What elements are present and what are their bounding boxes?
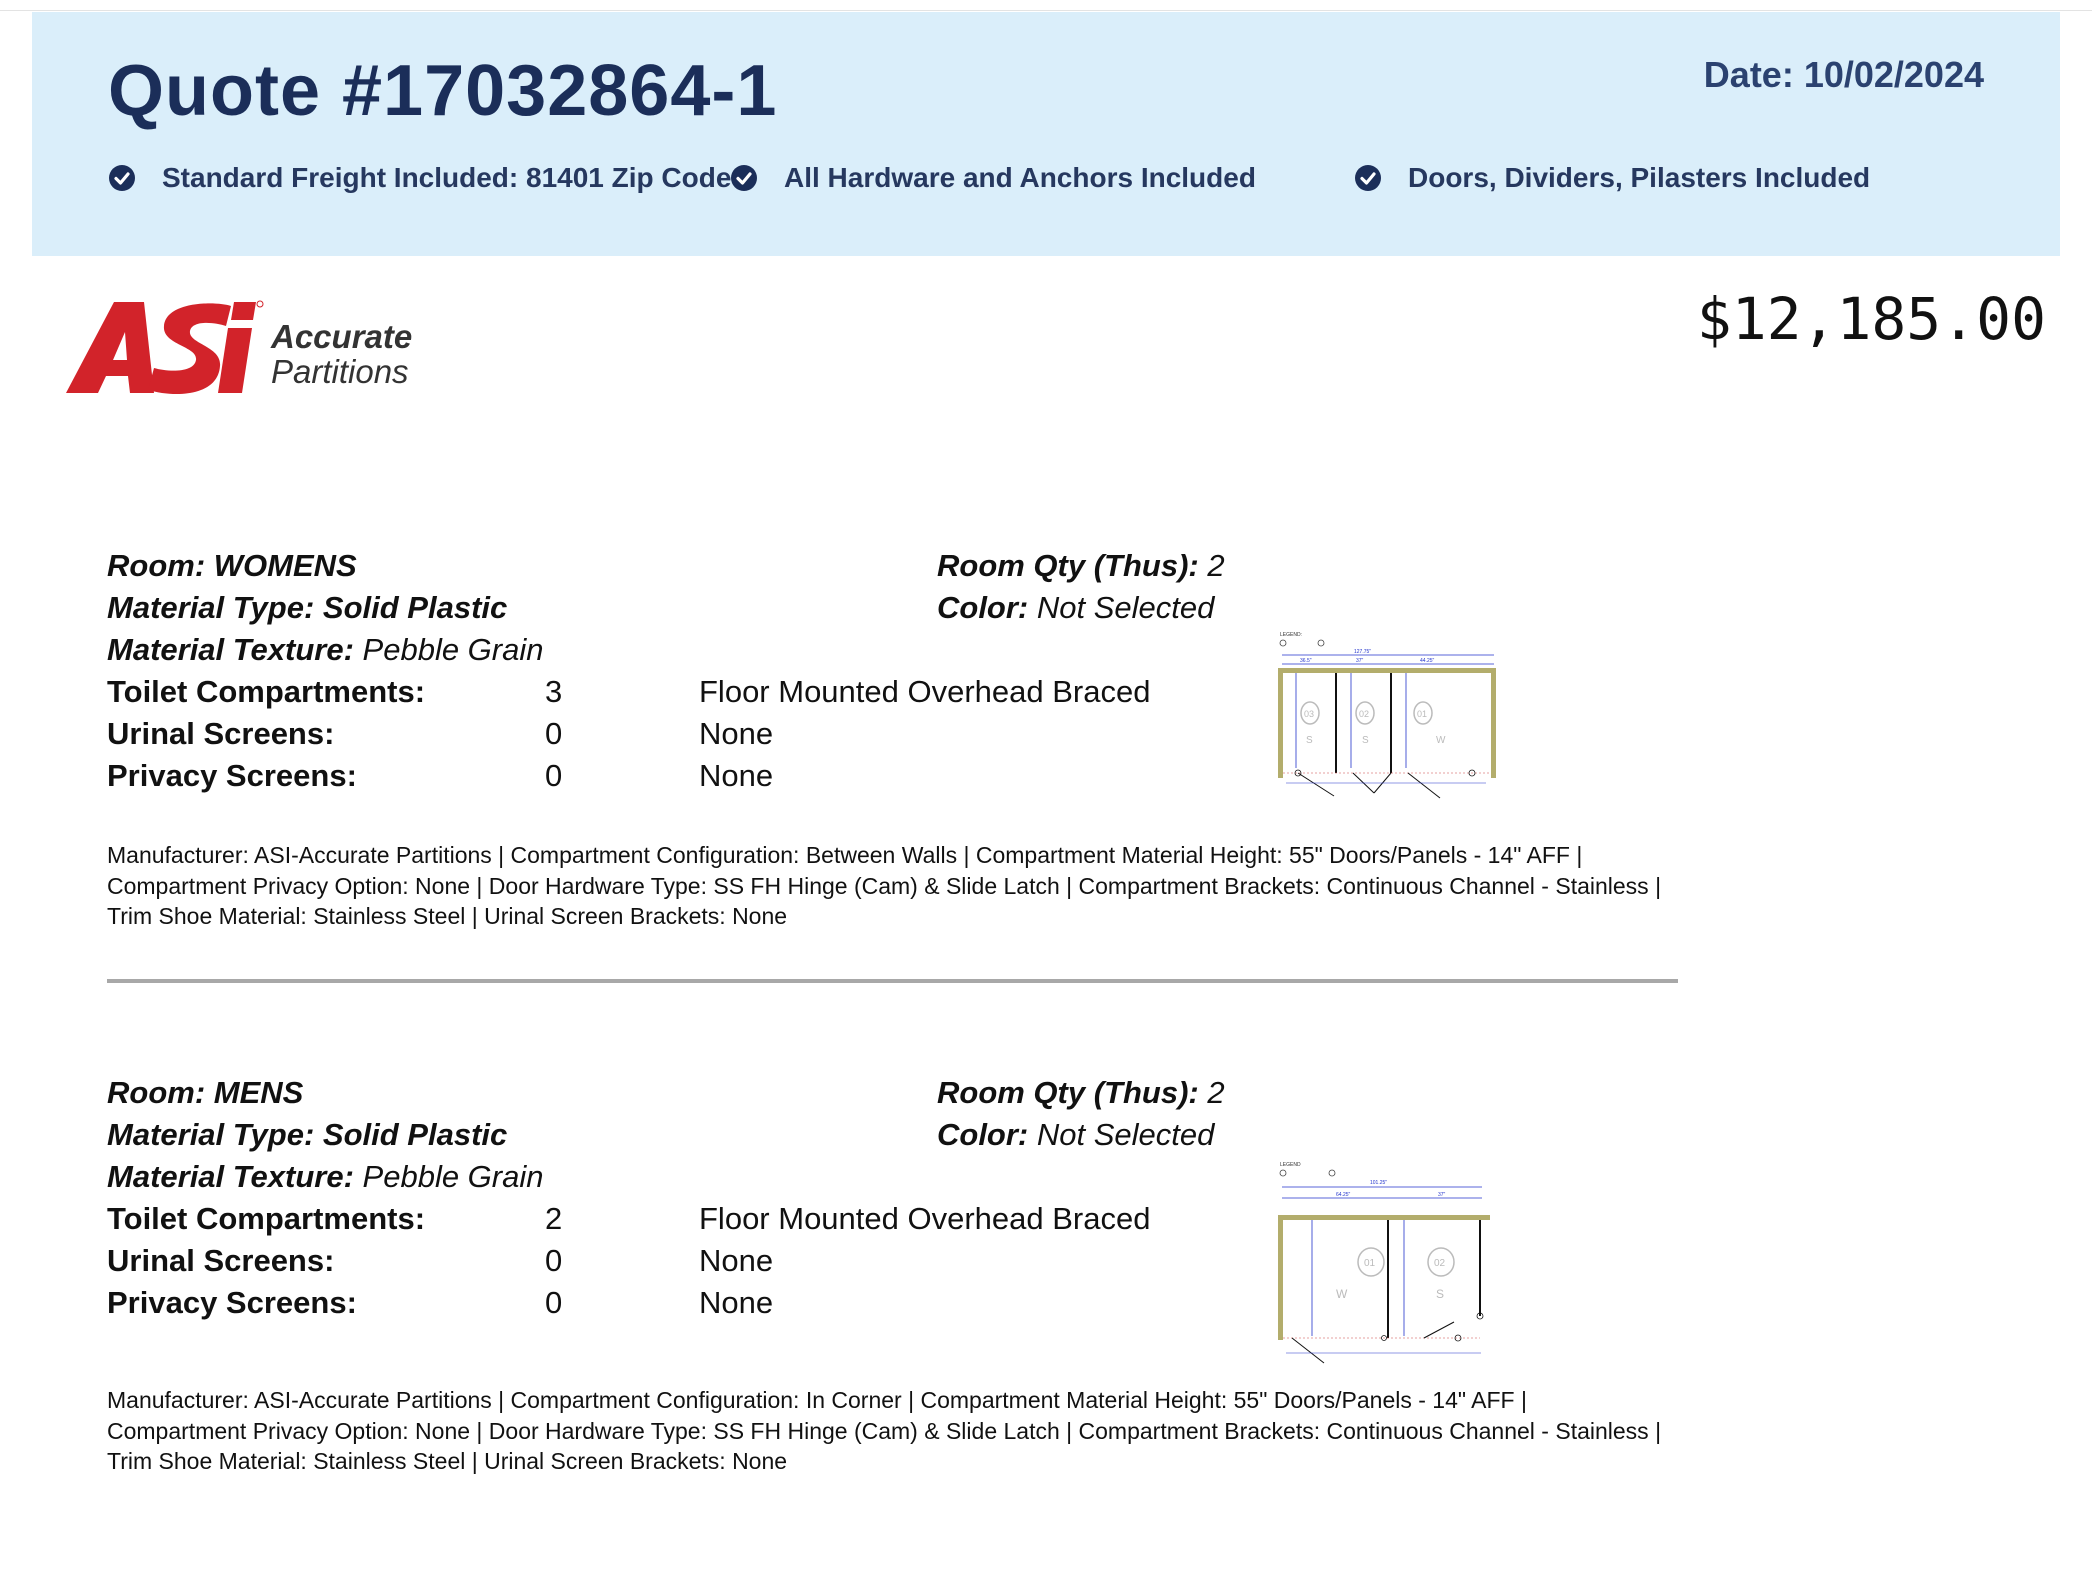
room-name: Room: MENS xyxy=(107,1075,304,1110)
room-specs xyxy=(107,1385,1707,1477)
overall-dimension: 101.25" xyxy=(1370,1180,1388,1186)
item-desc: None xyxy=(699,716,774,751)
stall-number: 01 xyxy=(1417,709,1428,719)
item-qty: 2 xyxy=(545,1201,563,1236)
item-qty: 0 xyxy=(545,758,563,793)
spec-line: Manufacturer: ASI-Accurate Partitions | Compartment Configuration: In Corner | Compartment Material Height: 55" Doors/Panels - 14" AFF | xyxy=(107,1387,1527,1413)
overall-dimension: 127.75" xyxy=(1354,649,1372,655)
room-qty: Room Qty (Thus): 2 xyxy=(937,548,1225,583)
room-specs xyxy=(107,840,1707,932)
material-type: Material Type: Solid Plastic xyxy=(107,1117,508,1152)
logo-line1: Accurate xyxy=(271,318,413,355)
item-desc: None xyxy=(699,1243,774,1278)
stall-number: 02 xyxy=(1434,1258,1446,1269)
item-qty: 3 xyxy=(545,674,563,709)
quote-header xyxy=(32,12,2060,256)
stall-number: 01 xyxy=(1364,1258,1376,1269)
room-divider xyxy=(107,979,1678,983)
item-desc: Floor Mounted Overhead Braced xyxy=(699,674,1151,709)
spec-line: Compartment Privacy Option: None | Door Hardware Type: SS FH Hinge (Cam) & Slide Latch | Compartment Brackets: Continuous Channel - Stainless | xyxy=(107,1417,1662,1444)
spec-line: Trim Shoe Material: Stainless Steel | Urinal Screen Brackets: None xyxy=(107,1448,788,1474)
item-qty: 0 xyxy=(545,1243,563,1278)
quote-date: Date: 10/02/2024 xyxy=(1703,54,1984,95)
item-label: Privacy Screens: xyxy=(107,1285,357,1320)
check-circle-icon xyxy=(730,164,758,192)
stall-dimension: 37" xyxy=(1438,1192,1446,1198)
material-type: Material Type: Solid Plastic xyxy=(107,590,508,625)
room-color: Color: Not Selected xyxy=(937,590,1215,625)
feature-freight xyxy=(108,162,731,194)
material-texture: Material Texture: Pebble Grain xyxy=(107,632,544,667)
material-texture: Material Texture: Pebble Grain xyxy=(107,1159,544,1194)
item-label: Toilet Compartments: xyxy=(107,674,426,709)
legend-symbol-icon xyxy=(1329,1170,1335,1176)
item-label: Urinal Screens: xyxy=(107,1243,335,1278)
feature-hardware xyxy=(730,162,1256,194)
plan-legend: LEGEND xyxy=(1280,1162,1301,1168)
feature-doors xyxy=(1354,162,1870,194)
stall-dimension: 37" xyxy=(1356,658,1364,664)
spec-line: Manufacturer: ASI-Accurate Partitions | Compartment Configuration: Between Walls | Compartment Material Height: 55" Doors/Panels - 14" AFF | xyxy=(107,842,1583,868)
top-border xyxy=(0,0,2092,11)
stall-dimension: 44.25" xyxy=(1420,658,1435,664)
spec-line: Compartment Privacy Option: None | Door Hardware Type: SS FH Hinge (Cam) & Slide Latch | Compartment Brackets: Continuous Channel - Stainless | xyxy=(107,872,1662,899)
item-qty: 0 xyxy=(545,716,563,751)
check-circle-icon xyxy=(108,164,136,192)
stall-number: 03 xyxy=(1304,709,1315,719)
floor-plan-mens xyxy=(1276,1158,1496,1370)
legend-symbol-icon xyxy=(1280,640,1286,646)
item-desc: Floor Mounted Overhead Braced xyxy=(699,1201,1151,1236)
item-qty: 0 xyxy=(545,1285,563,1320)
spec-line: Trim Shoe Material: Stainless Steel | Urinal Screen Brackets: None xyxy=(107,903,788,929)
feature-label: Standard Freight Included: 81401 Zip Code xyxy=(162,162,732,193)
item-desc: None xyxy=(699,758,774,793)
item-label: Privacy Screens: xyxy=(107,758,357,793)
stall-type: S xyxy=(1362,735,1369,746)
check-circle-icon xyxy=(1354,164,1382,192)
floor-plan-womens xyxy=(1276,628,1506,806)
legend-symbol-icon xyxy=(1280,1170,1286,1176)
room-color: Color: Not Selected xyxy=(937,1117,1215,1152)
stall-number: 02 xyxy=(1359,709,1370,719)
asi-logo xyxy=(66,298,426,408)
room-name: Room: WOMENS xyxy=(107,548,357,583)
legend-symbol-icon xyxy=(1318,640,1324,646)
stall-type: W xyxy=(1436,735,1446,746)
stall-type: W xyxy=(1336,1287,1348,1301)
plan-legend: LEGEND: xyxy=(1280,632,1302,638)
stall-type: S xyxy=(1306,735,1313,746)
quote-title: Quote #17032864-1 xyxy=(108,51,778,131)
feature-label: All Hardware and Anchors Included xyxy=(784,162,1256,193)
stall-type: S xyxy=(1436,1287,1445,1301)
room-qty: Room Qty (Thus): 2 xyxy=(937,1075,1225,1110)
stall-dimension: 36.5" xyxy=(1300,658,1312,664)
quote-total-price: $12,185.00 xyxy=(1696,285,2046,353)
feature-label: Doors, Dividers, Pilasters Included xyxy=(1408,162,1871,193)
item-desc: None xyxy=(699,1285,774,1320)
asi-logo-mark xyxy=(66,301,263,394)
item-label: Urinal Screens: xyxy=(107,716,335,751)
stall-dimension: 64.25" xyxy=(1336,1192,1351,1198)
logo-line2: Partitions xyxy=(271,353,409,390)
item-label: Toilet Compartments: xyxy=(107,1201,426,1236)
